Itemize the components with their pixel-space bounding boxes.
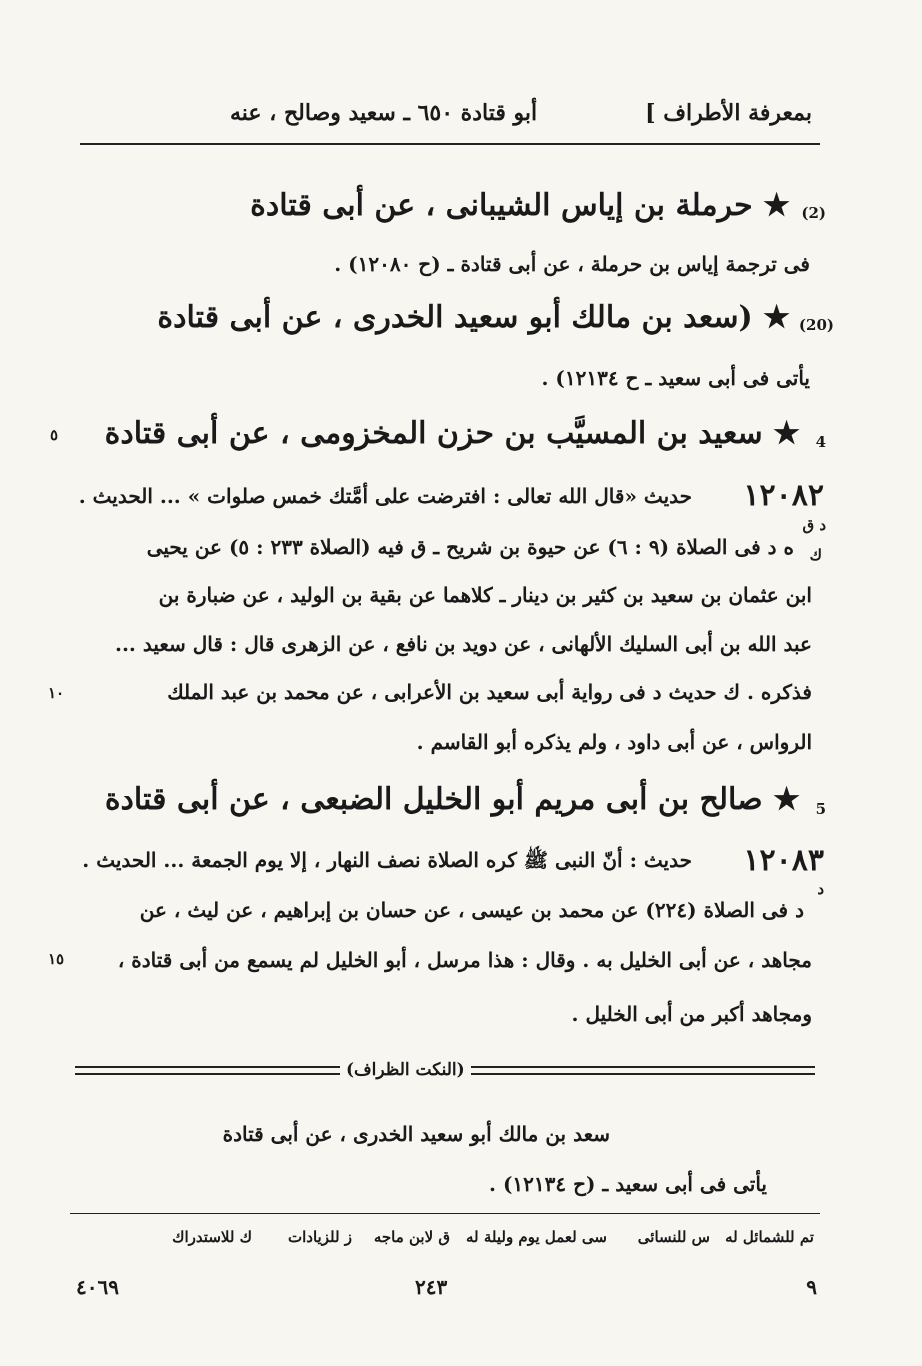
page-number-right: ٩: [806, 1275, 817, 1299]
text-line: د فى الصلاة (٢٢٤) عن محمد بن عيسى ، عن حسان بن إبراهيم ، عن ليث ، عن: [139, 898, 804, 922]
entry-heading: ★ (سعد بن مالك أبو سعيد الخدرى ، عن أبى قتادة: [157, 300, 790, 335]
hadith-text: حديث : أنّ النبى ﷺ كره الصلاة نصف النهار ، إلا يوم الجمعة ... الحديث .: [82, 848, 692, 872]
section-separator-label: (النكت الظراف): [340, 1060, 471, 1080]
margin-code-k: ك: [809, 546, 822, 564]
entry-marker: 5: [815, 800, 826, 818]
entry-heading: ★ حرملة بن إياس الشيبانى ، عن أبى قتادة: [250, 188, 790, 223]
nukat-line: يأتى فى أبى سعيد ـ (ح ١٢١٣٤) .: [489, 1172, 767, 1196]
margin-line-number: ١٥: [48, 950, 65, 968]
running-header-book-title: بمعرفة الأطراف ]: [645, 100, 812, 126]
running-header-section: أبو قتادة ٦٥٠ ـ سعيد وصالح ، عنه: [230, 100, 538, 126]
hadith-number: ١٢٠٨٣: [743, 843, 824, 878]
margin-codes: د ق: [802, 516, 826, 534]
text-line: فذكره . ك حديث د فى رواية أبى سعيد بن الأعرابى ، عن محمد بن عبد الملك: [167, 680, 812, 704]
margin-code: د: [817, 880, 824, 898]
page-number-center: ٢٤٣: [415, 1275, 448, 1299]
margin-line-mark: ٥: [50, 426, 59, 444]
hadith-number: ١٢٠٨٢: [743, 478, 824, 513]
header-rule: [80, 143, 820, 145]
legend-item: ز للزيادات: [288, 1228, 352, 1246]
footer-rule: [70, 1213, 820, 1214]
legend-item: ك للاستدراك: [172, 1228, 252, 1246]
entry-marker: (2): [801, 204, 826, 222]
text-line: مجاهد ، عن أبى الخليل به . وقال : هذا مرسل ، أبو الخليل لم يسمع من أبى قتادة ،: [117, 948, 812, 972]
entry-heading: ★ صالح بن أبى مريم أبو الخليل الضبعى ، عن أبى قتادة: [104, 782, 800, 817]
entry-heading: ★ سعيد بن المسيَّب بن حزن المخزومى ، عن أبى قتادة: [104, 416, 800, 451]
text-line: عبد الله بن أبى السليك الألهانى ، عن دويد بن نافع ، عن الزهرى قال : قال سعيد ...: [114, 632, 812, 656]
legend-item: س للنسائى: [637, 1228, 710, 1246]
text-line: ابن عثمان بن سعيد بن كثير بن دينار ـ كلاهما عن بقية بن الوليد ، عن ضبارة بن: [158, 583, 812, 607]
legend-item: ق لابن ماجه: [373, 1228, 450, 1246]
page-number-left: ٤٠٦٩: [76, 1275, 119, 1299]
entry-line: يأتى فى أبى سعيد ـ ح ١٢١٣٤) .: [541, 366, 810, 390]
margin-line-number: ١٠: [48, 684, 65, 702]
entry-marker: (20): [798, 316, 834, 334]
entry-line: فى ترجمة إياس بن حرملة ، عن أبى قتادة ـ (ح ١٢٠٨٠) .: [334, 252, 810, 276]
entry-marker: 4: [815, 433, 826, 451]
legend-item: تم للشمائل له: [725, 1228, 814, 1246]
hadith-text: حديث «قال الله تعالى : افترضت على أمَّتك خمس صلوات » ... الحديث .: [78, 484, 692, 508]
nukat-line: سعد بن مالك أبو سعيد الخدرى ، عن أبى قتادة: [222, 1122, 610, 1146]
text-line: ومجاهد أكبر من أبى الخليل .: [571, 1002, 812, 1026]
text-line: ه د فى الصلاة (٩ : ٦) عن حيوة بن شريح ـ ق فيه (الصلاة ٢٣٣ : ٥) عن يحيى: [146, 535, 794, 559]
text-line: الرواس ، عن أبى داود ، ولم يذكره أبو القاسم .: [416, 730, 812, 754]
legend-item: سى لعمل يوم وليلة له: [466, 1228, 607, 1246]
